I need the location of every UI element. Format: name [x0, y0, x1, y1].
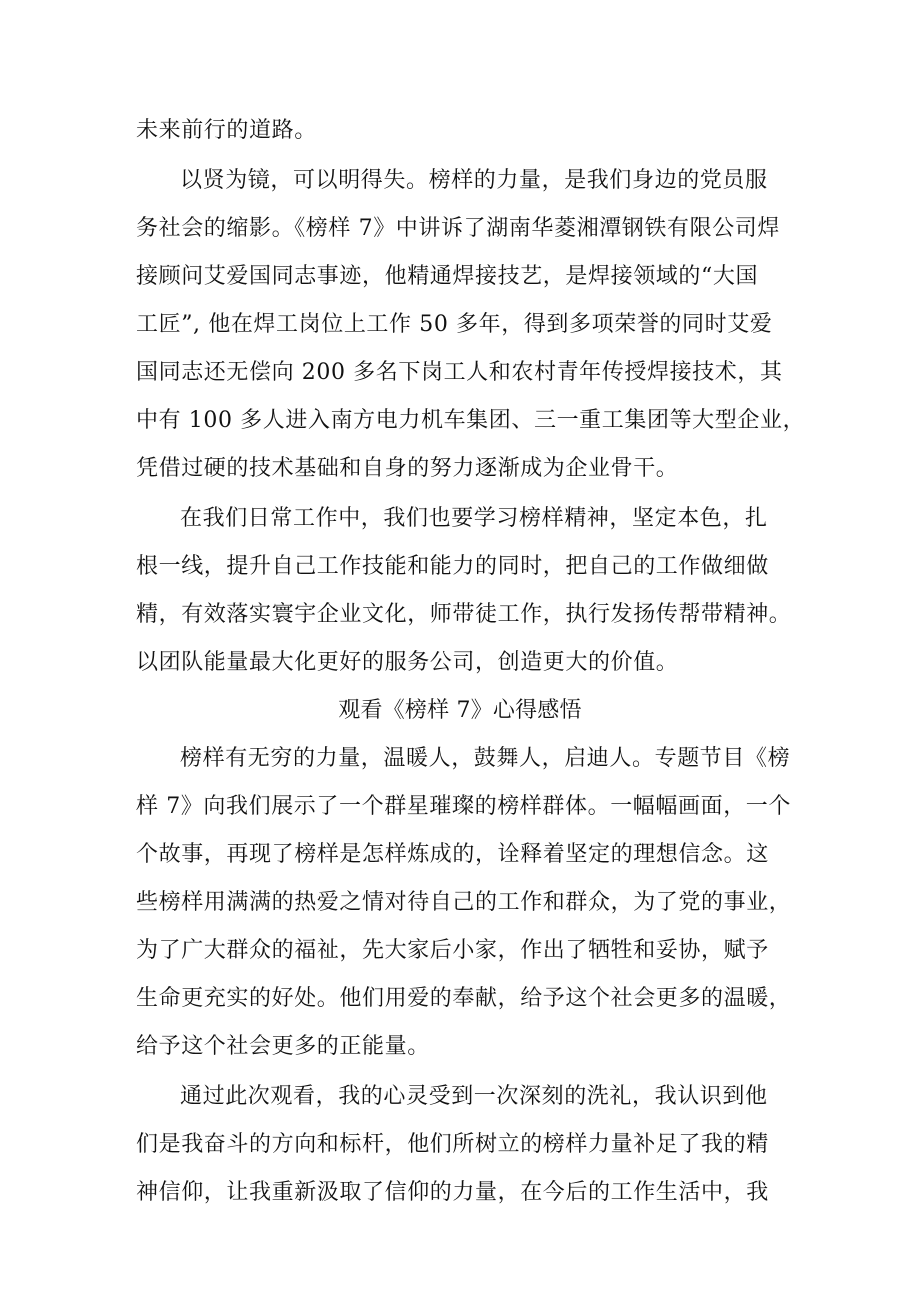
paragraph-first-line: 在我们日常工作中，我们也要学习榜样精神，坚定本色，扎 [180, 506, 768, 531]
text-line: 凭借过硬的技术基础和自身的努力逐渐成为企业骨干。 [136, 456, 679, 481]
text-line: 神信仰，让我重新汲取了信仰的力量，在今后的工作生活中，我 [136, 1180, 769, 1205]
text-line: 国同志还无偿向 200 多名下岗工人和农村青年传授焊接技术，其 [136, 360, 783, 385]
text-line: 个故事，再现了榜样是怎样炼成的，诠释着坚定的理想信念。这 [136, 842, 769, 867]
text-line: 生命更充实的好处。他们用爱的奉献，给予这个社会更多的温暖， [136, 986, 792, 1011]
text-line: 中有 100 多人进入南方电力机车集团、三一重工集团等大型企业， [136, 408, 806, 433]
text-line: 为了广大群众的福祉，先大家后小家，作出了牺牲和妥协，赋予 [136, 938, 769, 963]
text-line: 给予这个社会更多的正能量。 [136, 1034, 430, 1059]
text-line: 务社会的缩影。《榜样 7》中讲诉了湖南华菱湘潭钢铁有限公司焊 [136, 216, 780, 241]
text-line: 未来前行的道路。 [136, 118, 317, 143]
paragraph-first-line: 榜样有无穷的力量，温暖人，鼓舞人，启迪人。专题节目《榜 [180, 746, 791, 771]
text-line: 工匠”, 他在焊工岗位上工作 50 多年，得到多项荣誉的同时艾爱 [136, 312, 773, 337]
text-line: 接顾问艾爱国同志事迹，他精通焊接技艺，是焊接领域的“大国 [136, 264, 759, 289]
text-line: 根一线，提升自己工作技能和能力的同时，把自己的工作做细做 [136, 554, 769, 579]
text-line: 样 7》向我们展示了一个群星璀璨的榜样群体。一幅幅画面，一个 [136, 794, 791, 819]
text-line: 们是我奋斗的方向和标杆，他们所树立的榜样力量补足了我的精 [136, 1132, 769, 1157]
paragraph-first-line: 通过此次观看，我的心灵受到一次深刻的洗礼，我认识到他 [180, 1084, 768, 1109]
text-line: 精，有效落实寰宇企业文化，师带徒工作，执行发扬传帮带精神。 [136, 602, 792, 627]
paragraph-first-line: 以贤为镜，可以明得失。榜样的力量，是我们身边的党员服 [180, 168, 768, 193]
section-heading: 观看《榜样 7》心得感悟 [338, 698, 582, 723]
text-line: 些榜样用满满的热爱之情对待自己的工作和群众，为了党的事业， [136, 890, 792, 915]
text-line: 以团队能量最大化更好的服务公司，创造更大的价值。 [136, 650, 679, 675]
